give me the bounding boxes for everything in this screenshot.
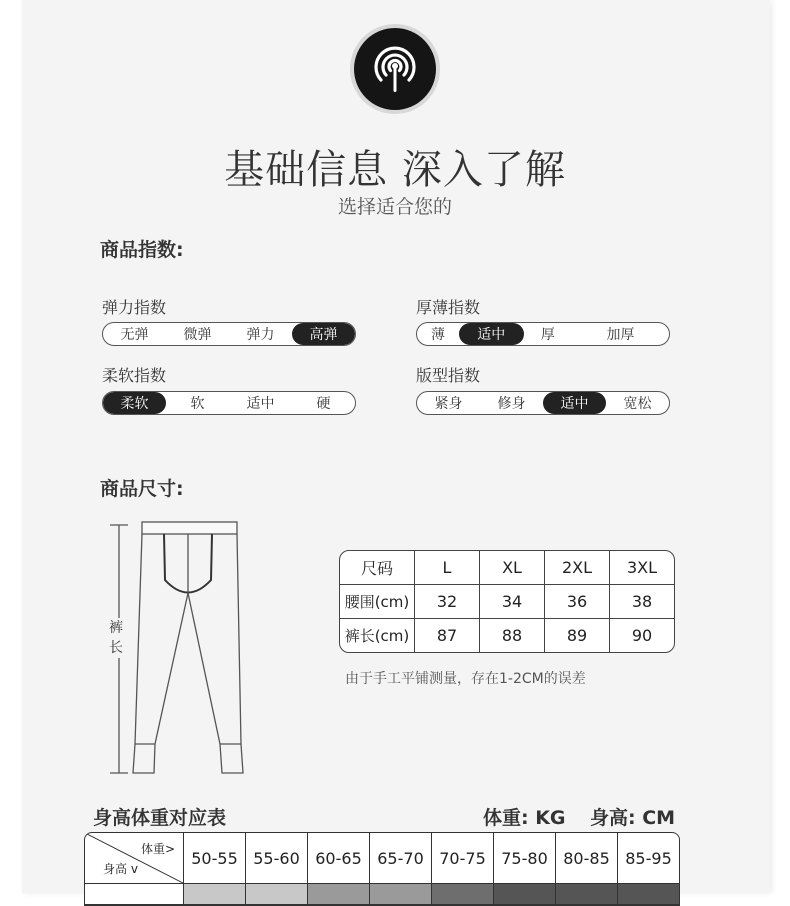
fit-option: 宽松 bbox=[623, 396, 652, 412]
size-cell: 88 bbox=[480, 619, 545, 652]
table-row bbox=[340, 585, 674, 619]
corner-weight: 体重> bbox=[140, 842, 175, 856]
corner-height: 身高 v bbox=[103, 862, 138, 876]
shade-cell bbox=[432, 884, 494, 905]
shade-cell bbox=[370, 884, 432, 905]
page-subtitle: 选择适合您的 bbox=[337, 196, 452, 218]
thickness-option: 薄 bbox=[431, 327, 445, 343]
softness-selector bbox=[102, 391, 356, 415]
size-table-header bbox=[340, 551, 674, 585]
thickness-label: 厚薄指数 bbox=[416, 298, 481, 317]
size-cell: 89 bbox=[545, 619, 610, 652]
shade-cell bbox=[618, 884, 679, 905]
softness-option: 硬 bbox=[316, 396, 331, 412]
height-cell bbox=[85, 884, 184, 905]
fit-option: 紧身 bbox=[434, 396, 463, 412]
thickness-selector bbox=[416, 322, 670, 346]
size-header-cell: L bbox=[415, 551, 480, 585]
elasticity-label: 弹力指数 bbox=[102, 298, 167, 317]
shade-cell bbox=[246, 884, 308, 905]
height-unit: 身高: CM bbox=[590, 807, 676, 829]
weight-header: 80-85 bbox=[556, 833, 618, 884]
softness-option: 适中 bbox=[246, 396, 275, 412]
softness-option: 软 bbox=[190, 396, 205, 412]
length-label: 裤 长 bbox=[106, 618, 126, 658]
size-cell: 87 bbox=[415, 619, 480, 652]
fit-option: 修身 bbox=[497, 396, 526, 412]
broadcast-icon bbox=[354, 28, 436, 110]
section-size-heading: 商品尺寸: bbox=[100, 478, 184, 500]
table-row bbox=[340, 619, 674, 652]
measurement-note: 由于手工平铺测量，存在1-2CM的误差 bbox=[345, 671, 586, 687]
size-cell: 36 bbox=[545, 585, 610, 619]
size-header-cell: 尺码 bbox=[340, 551, 415, 585]
size-header-cell: 2XL bbox=[545, 551, 610, 585]
size-header-cell: XL bbox=[480, 551, 545, 585]
weight-header: 55-60 bbox=[246, 833, 308, 884]
table-row bbox=[85, 884, 679, 905]
size-table bbox=[339, 550, 675, 653]
size-header-cell: 3XL bbox=[610, 551, 674, 585]
elasticity-option: 弹力 bbox=[246, 327, 275, 343]
elasticity-option: 微弹 bbox=[183, 327, 212, 343]
shade-cell bbox=[556, 884, 618, 905]
softness-label: 柔软指数 bbox=[102, 366, 167, 385]
fit-label: 版型指数 bbox=[416, 366, 481, 385]
corner-cell bbox=[85, 833, 184, 884]
fit-selector bbox=[416, 391, 670, 415]
weight-unit: 体重: KG bbox=[483, 807, 566, 829]
elasticity-option: 无弹 bbox=[120, 327, 149, 343]
weight-header: 75-80 bbox=[494, 833, 556, 884]
thickness-option-selected: 适中 bbox=[459, 323, 524, 345]
height-weight-title: 身高体重对应表 bbox=[93, 807, 227, 829]
size-cell: 34 bbox=[480, 585, 545, 619]
shade-cell bbox=[308, 884, 370, 905]
elasticity-option-selected: 高弹 bbox=[292, 323, 355, 345]
signal-logo bbox=[350, 24, 440, 114]
weight-header: 60-65 bbox=[308, 833, 370, 884]
section-index-heading: 商品指数: bbox=[100, 239, 184, 261]
elasticity-selector bbox=[102, 322, 356, 346]
shade-cell bbox=[184, 884, 246, 905]
size-cell: 90 bbox=[631, 626, 653, 645]
weight-header: 70-75 bbox=[432, 833, 494, 884]
page-title: 基础信息 深入了解 bbox=[224, 147, 566, 193]
height-weight-table bbox=[84, 832, 680, 906]
weight-header: 65-70 bbox=[370, 833, 432, 884]
fit-option-selected: 适中 bbox=[543, 392, 606, 414]
softness-option-selected: 柔软 bbox=[103, 392, 166, 414]
row-label: 腰围(cm) bbox=[340, 585, 415, 619]
shade-cell bbox=[494, 884, 556, 905]
table-row bbox=[85, 833, 679, 884]
thickness-option: 厚 bbox=[540, 327, 555, 343]
thickness-option: 加厚 bbox=[606, 327, 635, 343]
size-cell: 32 bbox=[415, 585, 480, 619]
weight-header: 85-95 bbox=[618, 833, 679, 884]
row-label: 裤长(cm) bbox=[340, 619, 415, 652]
weight-header: 50-55 bbox=[184, 833, 246, 884]
size-cell: 38 bbox=[610, 585, 674, 619]
